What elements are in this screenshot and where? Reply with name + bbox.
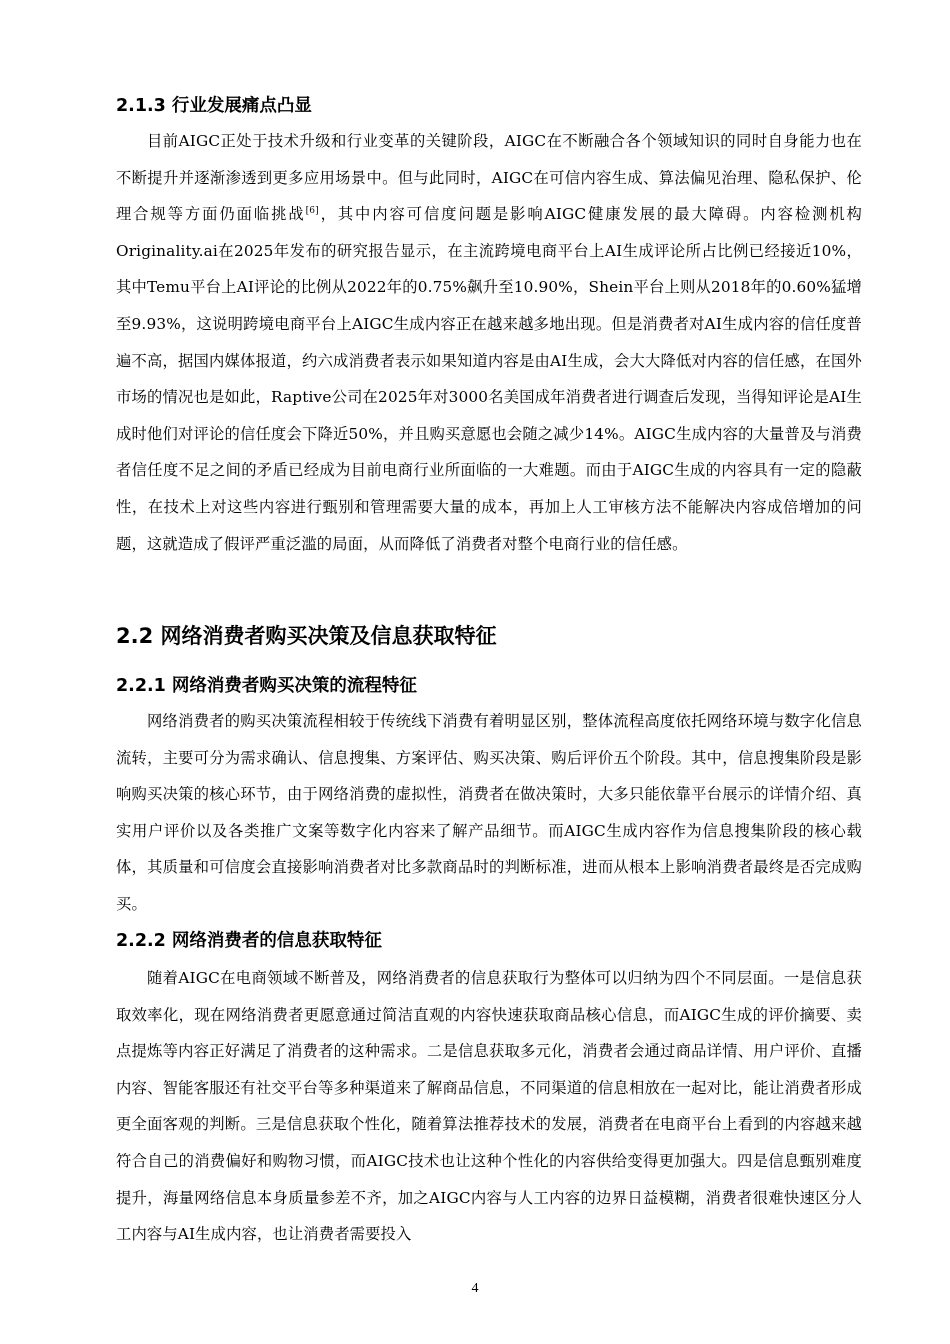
paragraph-text: ，其中内容可信度问题是影响AIGC健康发展的最大障碍。内容检测机构Originality.ai在2025年发布的研究报告显示，在主流跨境电商平台上AI生成评论所占比例已经接近10%，其中Temu平台上AI评论的比例从2022年的0.75%飙升至10.90%，Shein平台上则从2018年的0.60%猛增至9.93%，这说明跨境电商平台上AIGC生成内容正在越来越多地出现。但是消费者对AI生成内容的信任度普遍不高，据国内媒体报道，约六成消费者表示如果知道内容是由AI生成，会大大降低对内容的信任感，在国外市场的情况也是如此，Raptive公司在2025年对3000名美国成年消费者进行调查后发现，当得知评论是AI生成时他们对评论的信任度会下降近50%，并且购买意愿也会随之减少14%。AIGC生成内容的大量普及与消费者信任度不足之间的矛盾已经成为目前电商行业所面临的一大难题。而由于AIGC生成的内容具有一定的隐蔽性，在技术上对这些内容进行甄别和管理需要大量的成本，再加上人工审核方法不能解决内容成倍增加的问题，这就造成了假评严重泛滥的局面，从而降低了消费者对整个电商行业的信任感。 [116,205,863,553]
paragraph-text: 目前AIGC正处于技术升级和行业变革的关键阶段，AIGC在不断融合各个领域知识的同时自身能力也在不断提升并逐渐渗透到更多应用场景中。但与此同时，AIGC在可信内容生成、算法偏见治理、隐私保护、伦理合规等方面仍面临挑战 [116,132,862,224]
paragraph-2-2-2: 随着AIGC在电商领域不断普及，网络消费者的信息获取行为整体可以归纳为四个不同层面。一是信息获取效率化，现在网络消费者更愿意通过简洁直观的内容快速获取商品核心信息，而AIGC生成的评价摘要、卖点提炼等内容正好满足了消费者的这种需求。二是信息获取多元化，消费者会通过商品详情、用户评价、直播内容、智能客服还有社交平台等多种渠道来了解商品信息，不同渠道的信息相放在一起对比，能让消费者形成更全面客观的判断。三是信息获取个性化，随着算法推荐技术的发展，消费者在电商平台上看到的内容越来越符合自己的消费偏好和购物习惯，而AIGC技术也让这种个性化的内容供给变得更加强大。四是信息甄别难度提升，海量网络信息本身质量参差不齐，加之AIGC内容与人工内容的边界日益模糊，消费者很难快速区分人工内容与AI生成内容，也让消费者需要投入 [116,969,862,1244]
page-number: 4 [471,1281,479,1296]
paragraph-2-2-1: 网络消费者的购买决策流程相较于传统线下消费有着明显区别，整体流程高度依托网络环境与数字化信息流转，主要可分为需求确认、信息搜集、方案评估、购买决策、购后评价五个阶段。其中，信息搜集阶段是影响购买决策的核心环节，由于网络消费的虚拟性，消费者在做决策时，大多只能依靠平台展示的详情介绍、真实用户评价以及各类推广文案等数字化内容来了解产品细节。而AIGC生成内容作为信息搜集阶段的核心载体，其质量和可信度会直接影响消费者对比多款商品时的判断标准，进而从根本上影响消费者最终是否完成购买。 [116,712,862,913]
heading-2-1-3: 2.1.3 行业发展痛点凸显 [116,96,312,116]
heading-2-2-1: 2.2.1 网络消费者购买决策的流程特征 [116,676,417,696]
citation-ref[interactable]: [6] [305,206,319,217]
heading-2-2-2: 2.2.2 网络消费者的信息获取特征 [116,931,382,951]
heading-2-2: 2.2 网络消费者购买决策及信息获取特征 [116,624,497,648]
paragraph-2-1-3 [116,123,862,562]
